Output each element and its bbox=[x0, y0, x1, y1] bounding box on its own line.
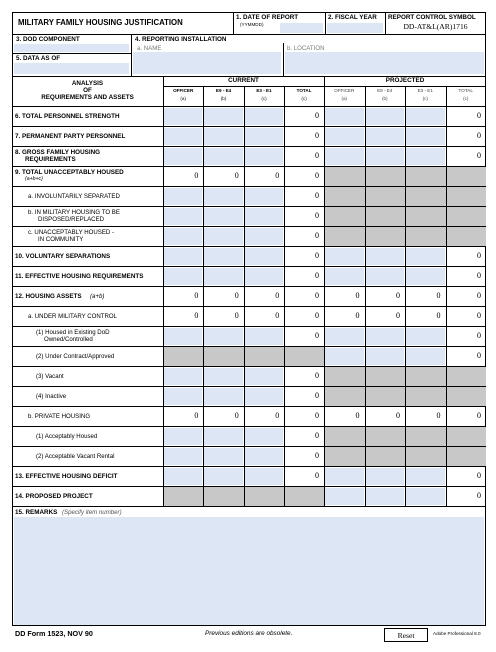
column-letter: (b) bbox=[220, 96, 227, 101]
data-as-of-label: 5. DATA AS OF bbox=[16, 55, 61, 62]
divider bbox=[12, 246, 486, 247]
value-input[interactable] bbox=[204, 208, 242, 225]
column-letter: (c) bbox=[422, 96, 428, 101]
value-input[interactable] bbox=[164, 468, 202, 485]
cell-value: 0 bbox=[314, 111, 319, 120]
row-label: 6. TOTAL PERSONNEL STRENGTH bbox=[15, 113, 120, 120]
value-input[interactable] bbox=[245, 128, 283, 145]
value-input[interactable] bbox=[406, 248, 445, 265]
value-input[interactable] bbox=[245, 468, 283, 485]
divider bbox=[324, 76, 325, 506]
value-input[interactable] bbox=[406, 328, 445, 345]
cell-value: 0 bbox=[314, 451, 319, 460]
cell-value: 0 bbox=[314, 471, 319, 480]
value-input[interactable] bbox=[164, 428, 202, 445]
row-label: 10. VOLUNTARY SEPARATIONS bbox=[15, 253, 111, 260]
cell-value: 0 bbox=[477, 411, 481, 420]
row-label: REQUIREMENTS bbox=[25, 156, 76, 163]
date-of-report-label: 1. DATE OF REPORT bbox=[236, 14, 299, 21]
value-input[interactable] bbox=[325, 488, 364, 505]
cell-value: 0 bbox=[477, 111, 481, 120]
row-label: (1) Acceptably Housed bbox=[36, 433, 98, 440]
dod-component-label: 3. DOD COMPONENT bbox=[16, 36, 80, 43]
row-label: (2) Acceptable Vacant Rental bbox=[36, 453, 115, 460]
column-header: TOTAL bbox=[458, 88, 473, 93]
form-title: MILITARY FAMILY HOUSING JUSTIFICATION bbox=[18, 18, 183, 27]
cell-value: 0 bbox=[355, 291, 360, 300]
column-header: E3 - E1 bbox=[417, 88, 433, 93]
divider bbox=[405, 86, 406, 506]
obsolete-note: Previous editions are obsolete. bbox=[205, 630, 293, 637]
value-input[interactable] bbox=[406, 268, 445, 285]
row-label: Owned/Controlled bbox=[44, 336, 93, 343]
row-label: (2) Under Contract/Approved bbox=[36, 353, 115, 360]
value-input[interactable] bbox=[245, 448, 283, 465]
value-input[interactable] bbox=[245, 388, 283, 405]
value-input[interactable] bbox=[164, 108, 202, 125]
current-group-label: CURRENT bbox=[228, 77, 259, 84]
value-input[interactable] bbox=[204, 468, 242, 485]
row-label: IN COMMUNITY bbox=[38, 236, 84, 243]
cell-value: 0 bbox=[314, 271, 319, 280]
value-input[interactable] bbox=[325, 248, 364, 265]
column-letter: (c) bbox=[301, 96, 307, 101]
cell-value: 0 bbox=[314, 191, 319, 200]
value-input[interactable] bbox=[164, 328, 202, 345]
data-as-of-field[interactable] bbox=[14, 63, 129, 74]
value-input[interactable] bbox=[245, 208, 283, 225]
cell-value: 0 bbox=[477, 251, 481, 260]
cell-value: 0 bbox=[355, 411, 360, 420]
divider bbox=[365, 86, 366, 506]
row-label: 8. GROSS FAMILY HOUSING bbox=[15, 149, 101, 156]
row-label: 7. PERMANENT PARTY PERSONNEL bbox=[15, 133, 126, 140]
divider bbox=[12, 446, 486, 447]
divider bbox=[12, 386, 486, 387]
cell-value: 0 bbox=[234, 171, 239, 180]
divider bbox=[12, 506, 486, 507]
value-input[interactable] bbox=[164, 388, 202, 405]
value-input[interactable] bbox=[164, 208, 202, 225]
row-label: 11. EFFECTIVE HOUSING REQUIREMENTS bbox=[15, 273, 144, 280]
row-label: (1) Housed in Existing DoD bbox=[36, 329, 110, 336]
column-letter: (a) bbox=[341, 96, 348, 101]
cell-value: 0 bbox=[194, 291, 199, 300]
cell-value: 0 bbox=[477, 131, 481, 140]
column-header: TOTAL bbox=[296, 88, 312, 93]
cell-value: 0 bbox=[477, 311, 481, 320]
divider bbox=[12, 306, 486, 307]
cell-value: 0 bbox=[314, 151, 319, 160]
cell-value: 0 bbox=[314, 291, 319, 300]
cell-value: 0 bbox=[477, 151, 481, 160]
value-input[interactable] bbox=[245, 368, 283, 385]
value-input[interactable] bbox=[366, 328, 405, 345]
cell-value: 0 bbox=[436, 311, 441, 320]
cell-value: 0 bbox=[396, 311, 400, 320]
value-input[interactable] bbox=[164, 248, 202, 265]
column-letter: (c) bbox=[463, 96, 469, 101]
divider bbox=[12, 226, 486, 227]
row-label: b. IN MILITARY HOUSING TO BE bbox=[28, 209, 120, 216]
value-input[interactable] bbox=[204, 228, 242, 245]
row-label: 14. PROPOSED PROJECT bbox=[15, 493, 93, 500]
row-label: 9. TOTAL UNACCEPTABLY HOUSED bbox=[15, 169, 124, 176]
divider bbox=[12, 53, 131, 54]
divider bbox=[12, 406, 486, 407]
analysis-title-line: OF bbox=[83, 87, 92, 94]
value-input[interactable] bbox=[325, 128, 364, 145]
divider bbox=[12, 266, 486, 267]
divider bbox=[12, 206, 486, 207]
row-label: b. PRIVATE HOUSING bbox=[28, 413, 91, 420]
value-input[interactable] bbox=[406, 108, 445, 125]
cell-value: 0 bbox=[314, 311, 319, 320]
cell-value: 0 bbox=[314, 211, 319, 220]
value-input[interactable] bbox=[204, 448, 242, 465]
column-header: E9 - E4 bbox=[377, 88, 393, 93]
value-input[interactable] bbox=[164, 128, 202, 145]
column-header: E9 - E4 bbox=[215, 88, 232, 93]
reset-button[interactable]: Reset bbox=[384, 628, 428, 642]
divider bbox=[284, 86, 285, 506]
cell-value: 0 bbox=[314, 391, 319, 400]
value-input[interactable] bbox=[245, 108, 283, 125]
cell-value: 0 bbox=[194, 311, 199, 320]
value-input[interactable] bbox=[325, 108, 364, 125]
cell-value: 0 bbox=[355, 311, 360, 320]
cell-value: 0 bbox=[314, 411, 319, 420]
value-input[interactable] bbox=[204, 108, 242, 125]
report-control-symbol-value: DD-AT&L(AR)1716 bbox=[403, 22, 468, 31]
value-input[interactable] bbox=[366, 348, 405, 365]
value-input[interactable] bbox=[204, 328, 242, 345]
name-field[interactable] bbox=[133, 52, 281, 74]
location-field[interactable] bbox=[285, 52, 484, 74]
divider bbox=[131, 34, 132, 76]
analysis-title-line: ANALYSIS bbox=[71, 80, 104, 87]
value-input[interactable] bbox=[204, 148, 242, 165]
cell-value: 0 bbox=[314, 231, 319, 240]
divider bbox=[325, 12, 326, 34]
cell-value: 0 bbox=[477, 271, 481, 280]
cell-value: 0 bbox=[234, 311, 239, 320]
value-input[interactable] bbox=[164, 448, 202, 465]
value-input[interactable] bbox=[245, 268, 283, 285]
divider bbox=[12, 106, 486, 107]
column-header: OFFICER bbox=[173, 88, 194, 93]
value-input[interactable] bbox=[325, 328, 364, 345]
date-of-report-field[interactable] bbox=[280, 23, 323, 33]
divider bbox=[12, 286, 486, 287]
value-input[interactable] bbox=[366, 488, 405, 505]
divider bbox=[203, 86, 204, 506]
row-label: c. UNACCEPTABLY HOUSED - bbox=[28, 229, 115, 236]
value-input[interactable] bbox=[366, 108, 405, 125]
value-input[interactable] bbox=[325, 348, 364, 365]
row-formula: (a+b+c) bbox=[25, 176, 43, 182]
divider bbox=[12, 486, 486, 487]
column-letter: (c) bbox=[261, 96, 267, 101]
value-input[interactable] bbox=[325, 148, 364, 165]
value-input[interactable] bbox=[406, 488, 445, 505]
value-input[interactable] bbox=[406, 468, 445, 485]
value-input[interactable] bbox=[204, 368, 242, 385]
divider bbox=[12, 326, 486, 327]
cell-value: 0 bbox=[314, 251, 319, 260]
row-label: DISPOSED/REPLACED bbox=[38, 216, 105, 223]
value-input[interactable] bbox=[164, 268, 202, 285]
cell-value: 0 bbox=[275, 311, 280, 320]
cell-value: 0 bbox=[314, 171, 319, 180]
cell-value: 0 bbox=[234, 411, 239, 420]
column-header: OFFICER bbox=[334, 88, 355, 93]
value-input[interactable] bbox=[204, 128, 242, 145]
divider bbox=[244, 86, 245, 506]
value-input[interactable] bbox=[204, 428, 242, 445]
column-letter: (b) bbox=[381, 96, 388, 101]
cell-value: 0 bbox=[436, 291, 441, 300]
cell-value: 0 bbox=[275, 171, 280, 180]
remarks-field[interactable] bbox=[14, 517, 484, 625]
value-input[interactable] bbox=[204, 268, 242, 285]
cell-value: 0 bbox=[314, 431, 319, 440]
cell-value: 0 bbox=[477, 331, 481, 340]
cell-value: 0 bbox=[477, 291, 481, 300]
cell-value: 0 bbox=[436, 411, 441, 420]
divider bbox=[12, 34, 486, 35]
fiscal-year-field[interactable] bbox=[327, 23, 383, 33]
divider bbox=[12, 146, 486, 147]
value-input[interactable] bbox=[204, 248, 242, 265]
value-input[interactable] bbox=[245, 148, 283, 165]
value-input[interactable] bbox=[245, 248, 283, 265]
divider bbox=[163, 76, 164, 506]
remarks-hint: (Specify item number) bbox=[62, 509, 122, 516]
cell-value: 0 bbox=[194, 411, 199, 420]
row-label: (4) Inactive bbox=[36, 393, 67, 400]
value-input[interactable] bbox=[366, 468, 405, 485]
value-input[interactable] bbox=[366, 148, 405, 165]
divider bbox=[233, 12, 234, 34]
row-label: a. UNDER MILITARY CONTROL bbox=[28, 313, 118, 320]
form-number: DD Form 1523, NOV 90 bbox=[15, 629, 93, 638]
value-input[interactable] bbox=[164, 148, 202, 165]
row-formula: (a+b) bbox=[90, 293, 105, 300]
column-letter: (a) bbox=[180, 96, 186, 101]
cell-value: 0 bbox=[194, 171, 199, 180]
value-input[interactable] bbox=[245, 228, 283, 245]
value-input[interactable] bbox=[164, 228, 202, 245]
reporting-installation-label: 4. REPORTING INSTALLATION bbox=[135, 36, 227, 43]
divider bbox=[12, 346, 486, 347]
projected-group-label: PROJECTED bbox=[385, 77, 425, 84]
value-input[interactable] bbox=[366, 268, 405, 285]
value-input[interactable] bbox=[245, 188, 283, 205]
value-input[interactable] bbox=[204, 388, 242, 405]
value-input[interactable] bbox=[406, 348, 445, 365]
value-input[interactable] bbox=[366, 128, 405, 145]
cell-value: 0 bbox=[477, 491, 481, 500]
fiscal-year-label: 2. FISCAL YEAR bbox=[328, 14, 377, 21]
divider bbox=[12, 166, 486, 167]
cell-value: 0 bbox=[275, 291, 280, 300]
divider bbox=[446, 86, 447, 506]
cell-value: 0 bbox=[314, 371, 319, 380]
value-input[interactable] bbox=[245, 328, 283, 345]
remarks-label: 15. REMARKS bbox=[15, 509, 58, 516]
value-input[interactable] bbox=[406, 128, 445, 145]
value-input[interactable] bbox=[164, 368, 202, 385]
row-label: 13. EFFECTIVE HOUSING DEFICIT bbox=[15, 473, 118, 480]
row-label: (3) Vacant bbox=[36, 373, 64, 380]
location-label: b. LOCATION bbox=[287, 45, 325, 52]
dod-component-field[interactable] bbox=[14, 44, 129, 52]
date-of-report-sublabel: (YYMMDD) bbox=[240, 22, 264, 27]
column-header: E3 - E1 bbox=[256, 88, 272, 93]
cell-value: 0 bbox=[396, 411, 400, 420]
value-input[interactable] bbox=[204, 188, 242, 205]
value-input[interactable] bbox=[366, 248, 405, 265]
name-label: a. NAME bbox=[137, 45, 162, 52]
row-label: a. INVOLUNTARILY SEPARATED bbox=[28, 193, 120, 200]
divider bbox=[12, 466, 486, 467]
divider bbox=[12, 186, 486, 187]
divider bbox=[12, 366, 486, 367]
value-input[interactable] bbox=[406, 148, 445, 165]
producer-note: Adobe Professional 8.0 bbox=[433, 631, 481, 636]
analysis-title-line: REQUIREMENTS AND ASSETS bbox=[41, 94, 134, 101]
report-control-symbol-label: REPORT CONTROL SYMBOL bbox=[388, 14, 476, 21]
cell-value: 0 bbox=[275, 411, 280, 420]
cell-value: 0 bbox=[396, 291, 400, 300]
cell-value: 0 bbox=[314, 131, 319, 140]
divider bbox=[283, 43, 284, 76]
cell-value: 0 bbox=[477, 351, 481, 360]
cell-value: 0 bbox=[477, 471, 481, 480]
divider bbox=[12, 426, 486, 427]
cell-value: 0 bbox=[234, 291, 239, 300]
value-input[interactable] bbox=[164, 188, 202, 205]
value-input[interactable] bbox=[325, 268, 364, 285]
cell-value: 0 bbox=[314, 331, 319, 340]
row-label: 12. HOUSING ASSETS bbox=[15, 293, 82, 300]
divider bbox=[12, 126, 486, 127]
value-input[interactable] bbox=[325, 468, 364, 485]
value-input[interactable] bbox=[245, 428, 283, 445]
